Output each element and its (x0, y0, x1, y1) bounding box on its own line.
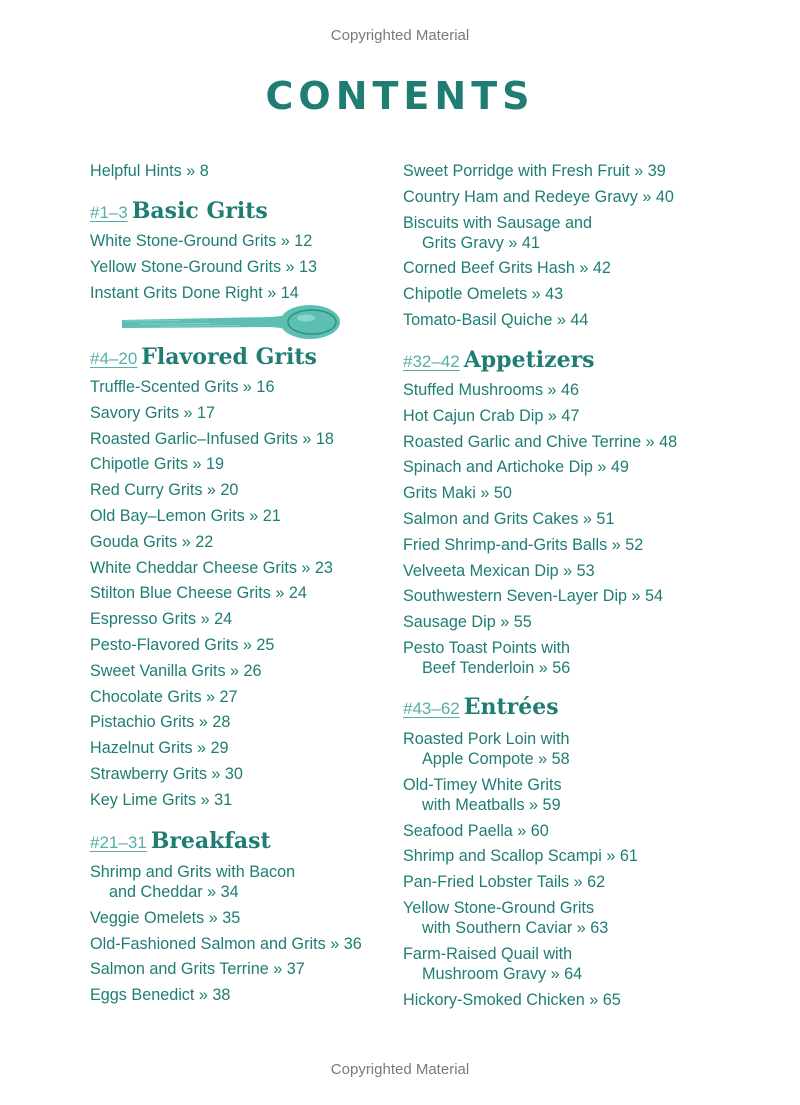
toc-entry: Yellow Stone-Ground Grits » 13 (90, 257, 318, 276)
toc-entry-continuation: Beef Tenderloin » 56 (422, 659, 571, 677)
toc-entry-continuation: Apple Compote » 58 (422, 750, 570, 768)
toc-entry: Pistachio Grits » 28 (90, 713, 231, 732)
toc-entry: Seafood Paella » 60 (403, 821, 549, 840)
toc-entry: Salmon and Grits Cakes » 51 (403, 510, 615, 528)
toc-entry: Sausage Dip » 55 (403, 613, 532, 632)
section-heading (90, 198, 268, 228)
toc-entry-continuation: with Southern Caviar » 63 (422, 919, 609, 937)
toc-entry: Roasted Garlic–Infused Grits » 18 (90, 429, 334, 448)
section-heading (403, 694, 559, 724)
section-range: #4–20 (90, 349, 138, 368)
toc-entry-continuation: with Meatballs » 59 (422, 795, 561, 814)
toc-entry: Key Lime Grits » 31 (90, 790, 233, 809)
section-range: #43–62 (403, 699, 460, 718)
section-heading (403, 347, 595, 377)
toc-entry: Chipotle Omelets » 43 (403, 285, 564, 304)
toc-entry: Red Curry Grits » 20 (90, 481, 239, 500)
toc-entry: Chocolate Grits » 27 (90, 687, 238, 706)
toc-entry: Salmon and Grits Terrine » 37 (90, 960, 305, 979)
toc-entry: Sweet Vanilla Grits » 26 (90, 661, 262, 680)
toc-entry: Grits Maki » 50 (403, 484, 512, 503)
toc-entry: Velveeta Mexican Dip » 53 (403, 561, 595, 580)
toc-entry: Yellow Stone-Ground Grits (403, 899, 595, 917)
toc-entry: Strawberry Grits » 30 (90, 765, 243, 783)
toc-entry: White Stone-Ground Grits » 12 (90, 232, 313, 250)
copyright-header: Copyrighted Material (330, 27, 470, 44)
toc-entry: Corned Beef Grits Hash » 42 (403, 259, 611, 278)
toc-entry: Tomato-Basil Quiche » 44 (403, 311, 589, 329)
toc-entry: Farm-Raised Quail with (403, 944, 573, 963)
toc-entry: Pesto Toast Points with (403, 639, 571, 657)
toc-entry-continuation: Mushroom Gravy » 64 (422, 964, 583, 983)
section-title: Flavored Grits (141, 344, 317, 370)
section-title: Basic Grits (131, 198, 268, 224)
toc-entry: Old-Timey White Grits (403, 775, 562, 794)
section-heading (90, 828, 271, 858)
toc-entry: Stilton Blue Cheese Grits » 24 (90, 584, 307, 603)
toc-entry: Spinach and Artichoke Dip » 49 (403, 458, 629, 477)
toc-entry: Shrimp and Grits with Bacon (90, 863, 296, 881)
toc-entry: Stuffed Mushrooms » 46 (403, 381, 580, 399)
toc-entry: Savory Grits » 17 (90, 403, 216, 422)
toc-entry: Old Bay–Lemon Grits » 21 (90, 507, 281, 525)
toc-entry: Old-Fashioned Salmon and Grits » 36 (90, 934, 362, 953)
toc-entry: Roasted Garlic and Chive Terrine » 48 (403, 432, 678, 451)
toc-entry: Pesto-Flavored Grits » 25 (90, 636, 275, 654)
toc-entry: Biscuits with Sausage and (403, 213, 592, 232)
toc-entry: Gouda Grits » 22 (90, 532, 214, 551)
toc-entry: Southwestern Seven-Layer Dip » 54 (403, 587, 664, 606)
toc-entry: Country Ham and Redeye Gravy » 40 (403, 187, 674, 206)
toc-entry: Fried Shrimp-and-Grits Balls » 52 (403, 535, 644, 554)
toc-entry: Helpful Hints » 8 (90, 162, 209, 180)
toc-entry: Pan-Fried Lobster Tails » 62 (403, 873, 606, 892)
toc-entry: Veggie Omelets » 35 (90, 908, 241, 927)
toc-entry: Truffle-Scented Grits » 16 (90, 378, 275, 396)
toc-entry: Instant Grits Done Right » 14 (90, 283, 299, 302)
section-title: Appetizers (463, 347, 595, 373)
toc-entry-continuation: and Cheddar » 34 (109, 883, 239, 901)
section-heading (90, 344, 317, 374)
toc-entry: Hazelnut Grits » 29 (90, 739, 229, 758)
toc-entry: Espresso Grits » 24 (90, 610, 233, 629)
toc-entry-continuation: Grits Gravy » 41 (422, 233, 540, 252)
toc-entry: Shrimp and Scallop Scampi » 61 (403, 847, 638, 866)
toc-entry: Hickory-Smoked Chicken » 65 (403, 990, 621, 1009)
copyright-footer: Copyrighted Material (330, 1061, 470, 1078)
page-title: CONTENTS (265, 74, 535, 118)
section-title: Entrées (463, 694, 559, 720)
toc-entry: White Cheddar Cheese Grits » 23 (90, 558, 333, 577)
section-range: #21–31 (90, 833, 147, 852)
section-title: Breakfast (150, 828, 271, 854)
spoon-icon (120, 303, 342, 343)
toc-entry: Eggs Benedict » 38 (90, 986, 231, 1005)
section-range: #1–3 (90, 203, 128, 222)
toc-entry: Sweet Porridge with Fresh Fruit » 39 (403, 162, 666, 180)
section-range: #32–42 (403, 352, 460, 371)
toc-entry: Chipotle Grits » 19 (90, 455, 225, 474)
toc-entry: Roasted Pork Loin with (403, 730, 570, 748)
toc-entry: Hot Cajun Crab Dip » 47 (403, 406, 580, 425)
